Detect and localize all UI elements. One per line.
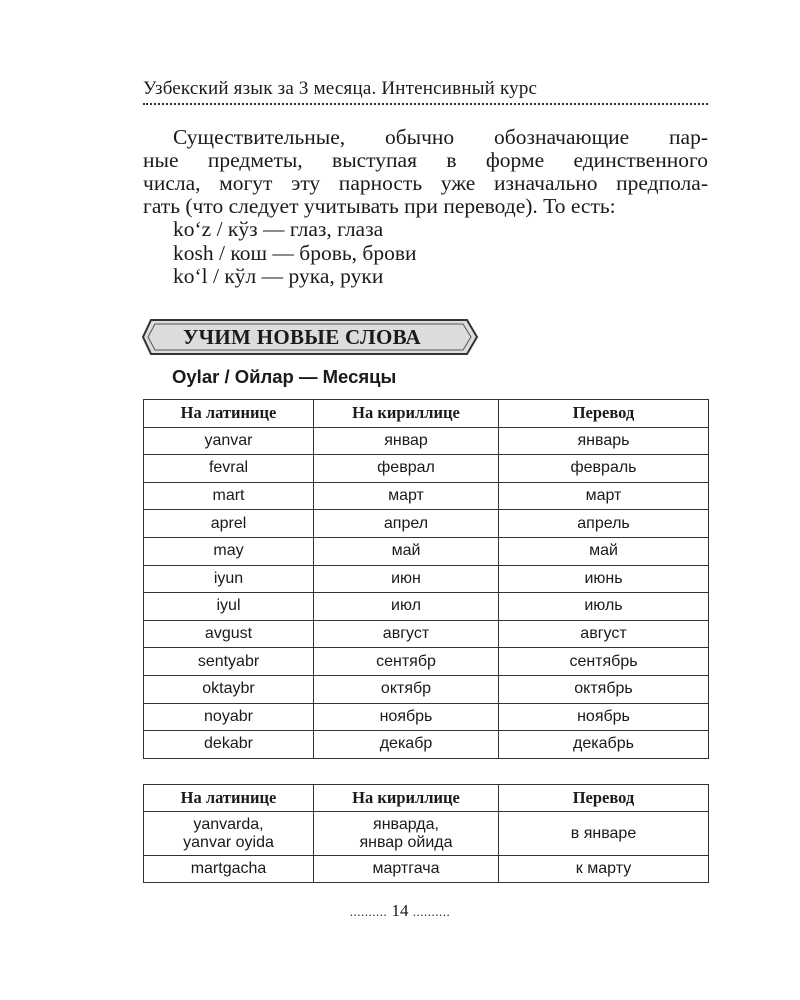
cell-cyrillic: июн	[314, 565, 499, 593]
cell-latin: dekabr	[144, 731, 314, 759]
table-row	[144, 593, 709, 621]
column-header-cyrillic: На кириллице	[314, 400, 499, 428]
cell-latin: yanvar	[144, 427, 314, 455]
paragraph-line: Существительные, обычно обозначающие пар-	[173, 126, 708, 149]
column-header-translation: Перевод	[499, 785, 709, 812]
table-row	[144, 455, 709, 483]
months-table	[143, 399, 709, 759]
cell-latin: fevral	[144, 455, 314, 483]
cell-translation: октябрь	[499, 675, 709, 703]
table-row	[144, 856, 709, 883]
cell-latin: noyabr	[144, 703, 314, 731]
page-number	[0, 901, 800, 921]
cell-line: январ ойида	[359, 833, 453, 851]
table-row	[144, 812, 709, 856]
column-header-translation: Перевод	[499, 400, 709, 428]
cell-latin: oktaybr	[144, 675, 314, 703]
cell-translation: январь	[499, 427, 709, 455]
cell-cyrillic: октябр	[314, 675, 499, 703]
cell-latin: iyul	[144, 593, 314, 621]
cell-cyrillic: июл	[314, 593, 499, 621]
cell-translation: к марту	[499, 856, 709, 883]
table-header-row	[144, 785, 709, 812]
cell-cyrillic: феврал	[314, 455, 499, 483]
cell-latin: mart	[144, 482, 314, 510]
table-row	[144, 620, 709, 648]
cell-latin	[144, 812, 314, 856]
cell-latin: aprel	[144, 510, 314, 538]
cell-cyrillic	[314, 812, 499, 856]
cell-cyrillic: ноябрь	[314, 703, 499, 731]
cell-translation: ноябрь	[499, 703, 709, 731]
column-header-latin: На латинице	[144, 400, 314, 428]
paragraph-line: ные предметы, выступая в форме единственного	[143, 149, 708, 172]
cell-cyrillic: январ	[314, 427, 499, 455]
example-line: ko‘l / кўл — рука, руки	[173, 264, 384, 288]
cell-translation: декабрь	[499, 731, 709, 759]
table-row	[144, 510, 709, 538]
cell-translation: в январе	[499, 812, 709, 856]
table-row	[144, 482, 709, 510]
table-row	[144, 648, 709, 676]
cell-translation: март	[499, 482, 709, 510]
cell-latin: iyun	[144, 565, 314, 593]
table-row	[144, 675, 709, 703]
table-row	[144, 427, 709, 455]
cell-latin: avgust	[144, 620, 314, 648]
table-row	[144, 731, 709, 759]
cell-translation: июнь	[499, 565, 709, 593]
section-banner-label: УЧИМ НОВЫЕ СЛОВА	[182, 325, 422, 349]
header-divider	[143, 103, 708, 105]
cell-line: yanvarda,	[193, 815, 264, 833]
paragraph-line: числа, могут эту парность уже изначально предпола-	[143, 172, 708, 195]
cell-line: yanvar oyida	[183, 833, 274, 851]
running-header: Узбекский язык за 3 месяца. Интенсивный курс	[143, 78, 538, 99]
cell-latin: martgacha	[144, 856, 314, 883]
page-number-value: 14	[391, 901, 409, 920]
cell-translation: февраль	[499, 455, 709, 483]
table-row	[144, 703, 709, 731]
cell-cyrillic: май	[314, 537, 499, 565]
table-row	[144, 537, 709, 565]
cell-cyrillic: сентябр	[314, 648, 499, 676]
cell-cyrillic: март	[314, 482, 499, 510]
phrases-table	[143, 784, 709, 883]
cell-line: январда,	[373, 815, 439, 833]
cell-translation: сентябрь	[499, 648, 709, 676]
example-line: ko‘z / кўз — глаз, глаза	[173, 217, 384, 241]
table-row	[144, 565, 709, 593]
cell-translation: май	[499, 537, 709, 565]
paragraph-line: гать (что следует учитывать при переводе). То есть:	[143, 194, 616, 218]
cell-translation: апрель	[499, 510, 709, 538]
vocab-subtitle: Oylar / Ойлар — Месяцы	[172, 366, 397, 387]
footer-dots: ..........	[412, 904, 451, 919]
footer-dots: ..........	[349, 904, 388, 919]
cell-cyrillic: декабр	[314, 731, 499, 759]
cell-cyrillic: апрел	[314, 510, 499, 538]
section-banner	[141, 318, 481, 356]
cell-cyrillic: август	[314, 620, 499, 648]
column-header-cyrillic: На кириллице	[314, 785, 499, 812]
example-line: kosh / кош — бровь, брови	[173, 240, 417, 265]
cell-latin: sentyabr	[144, 648, 314, 676]
cell-translation: июль	[499, 593, 709, 621]
cell-translation: август	[499, 620, 709, 648]
intro-paragraph	[143, 126, 708, 289]
cell-latin: may	[144, 537, 314, 565]
column-header-latin: На латинице	[144, 785, 314, 812]
table-header-row	[144, 400, 709, 428]
cell-cyrillic: мартгача	[314, 856, 499, 883]
